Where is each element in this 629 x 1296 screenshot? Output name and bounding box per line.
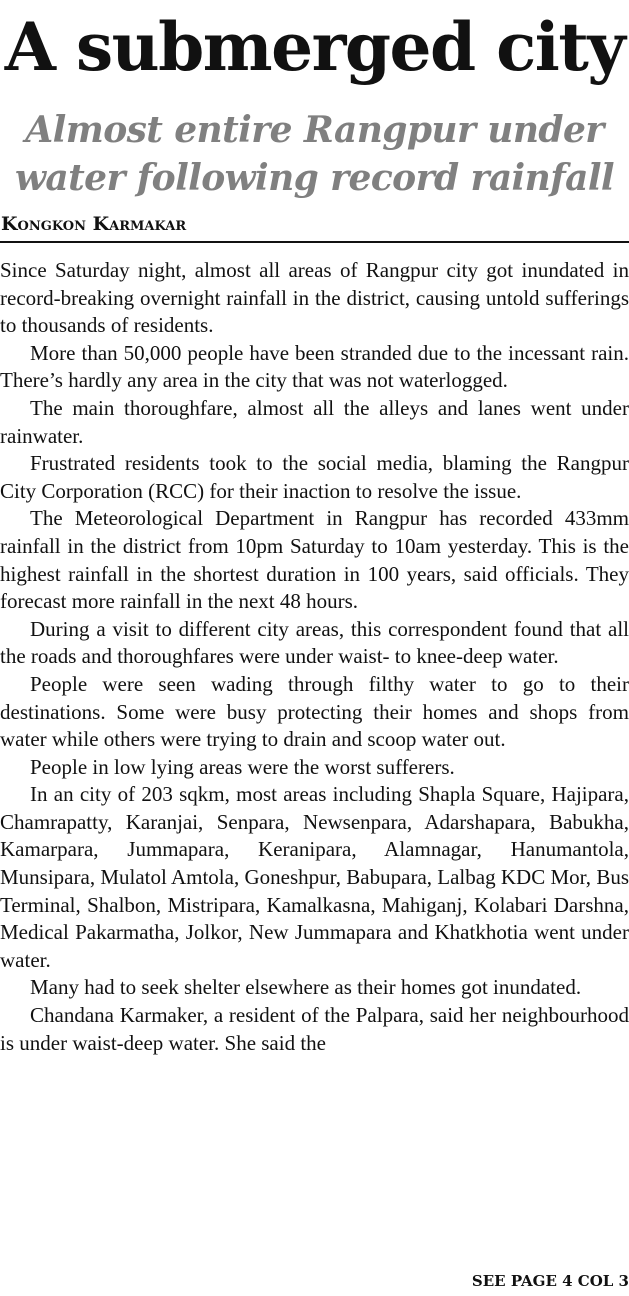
byline: Kongkon Karmakar xyxy=(1,213,187,235)
article-paragraph: People in low lying areas were the worst sufferers. xyxy=(30,754,455,779)
article-paragraph: During a visit to different city areas, this correspondent found that all the roads and thoroughfares were under waist- to knee-deep water. xyxy=(0,616,629,669)
article-paragraph: Chandana Karmaker, a resident of the Palpara, said her neighbourhood is under waist-deep water. She said the xyxy=(0,1003,629,1055)
headline: A submerged city xyxy=(4,8,625,86)
article-paragraph: In an city of 203 sqkm, most areas including Shapla Square, Hajipara, Chamrapatty, Karanjai, Senpara, Newsenpara, Adarshapara, Babukha, Kamarpara, Jummapara, Keranipara, Alamnagar, Hanumantola, Munsipara, Mulatol Amtola, Goneshpur, Babupara, Lalbag KDC Mor, Bus Terminal, Shalbon, Mistripara, Kamalkasna, Mahiganj, Kolabari Darshna, Medical Pakarmatha, Jolkor, New Jummapara and Khatkhotia went under water. xyxy=(0,782,629,972)
byline-divider xyxy=(0,241,629,243)
subhead: Almost entire Rangpur under water following record rainfall xyxy=(15,109,614,199)
article-paragraph: More than 50,000 people have been stranded due to the incessant rain. There’s hardly any area in the city that was not waterlogged. xyxy=(0,340,629,393)
article-paragraph: The main thoroughfare, almost all the alleys and lanes went under rainwater. xyxy=(0,395,629,448)
article-paragraph: The Meteorological Department in Rangpur has recorded 433mm rainfall in the district from 10pm Saturday to 10am yesterday. This is the highest rainfall in the shortest duration in 100 years, said officials. They forecast more rainfall in the next 48 hours. xyxy=(0,506,629,614)
article-paragraph: People were seen wading through filthy water to go to their destinations. Some were busy protecting their homes and shops from water while others were trying to drain and scoop water out. xyxy=(0,671,629,752)
article-paragraph: Frustrated residents took to the social media, blaming the Rangpur City Corporation (RCC) for their inaction to resolve the issue. xyxy=(0,451,629,503)
article-paragraph: Since Saturday night, almost all areas of Rangpur city got inundated in record-breaking overnight rainfall in the district, causing untold sufferings to thousands of residents. xyxy=(0,258,629,338)
article-body xyxy=(0,257,629,1057)
continuation-line: SEE PAGE 4 COL 3 xyxy=(471,1272,629,1290)
article-paragraph: Many had to seek shelter elsewhere as their homes got inundated. xyxy=(30,975,582,1000)
